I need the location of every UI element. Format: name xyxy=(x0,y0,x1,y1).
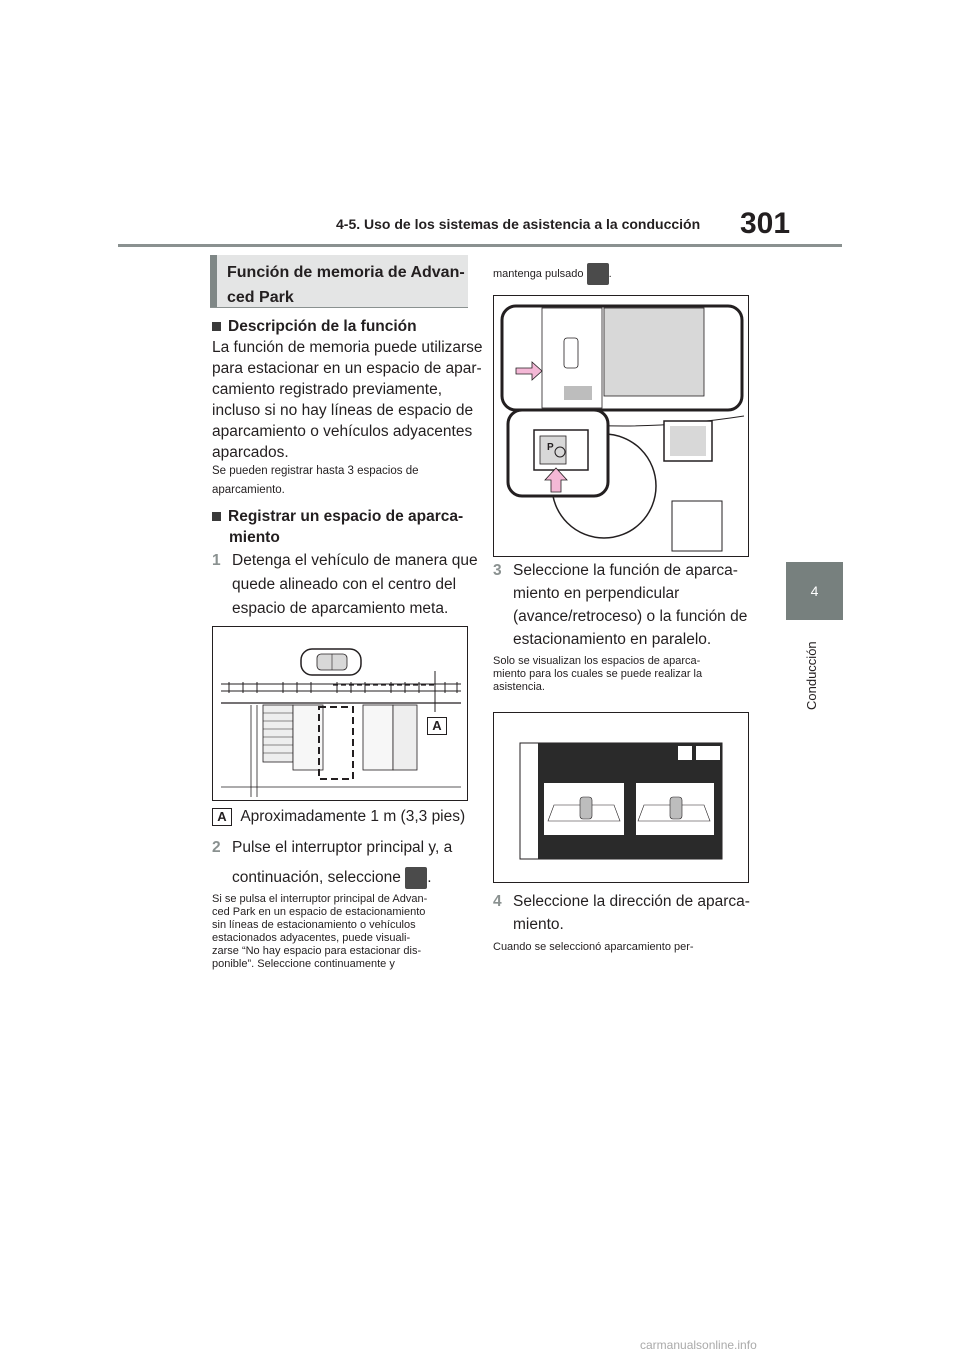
paragraph-1: La función de memoria puede utilizarse para estacionar en un espacio de apar- camiento registrado previamente, incluso si no hay líneas de espacio de aparcamiento o vehículos adyacentes aparcados. xyxy=(212,339,483,461)
chapter-tab: 4 xyxy=(786,562,843,620)
section-title-line2: ced Park xyxy=(227,289,294,306)
parking-alignment-figure xyxy=(212,626,468,801)
step-4: 4 Seleccione la dirección de aparca- miento. xyxy=(493,893,750,933)
chapter-label: Conducción xyxy=(804,641,819,710)
note-4: Cuando se seleccionó aparcamiento per- xyxy=(493,941,694,953)
step-1: 1 Detenga el vehículo de manera que quede alineado con el centro del espacio de aparcamiento meta. xyxy=(212,552,478,617)
screen-selection-figure xyxy=(493,712,749,883)
selection-screen-icon xyxy=(494,713,748,882)
section-title-line1: Función de memoria de Advan- xyxy=(227,264,465,281)
heading-registrar: Registrar un espacio de aparca- miento xyxy=(212,506,463,548)
heading-descripcion: Descripción de la función xyxy=(212,316,417,337)
step-3: 3 Seleccione la función de aparca- miento en perpendicular (avance/retroceso) o la función de estacionamiento en paralelo. xyxy=(493,562,748,648)
step-2: 2 Pulse el interruptor principal y, a continuación, seleccione . xyxy=(212,836,452,890)
advanced-park-button-icon xyxy=(587,263,609,285)
advanced-park-button-icon xyxy=(405,867,427,889)
svg-text:P: P xyxy=(547,442,554,453)
section-title-box xyxy=(210,255,468,307)
note-top: mantenga pulsado . xyxy=(493,263,612,285)
header-rule xyxy=(118,244,842,247)
note-2: Si se pulsa el interruptor principal de Advan- ced Park en un espacio de estacionamiento sin líneas de estacionamiento o vehículos estacionados adyacentes, puede visuali- zarse “No hay espacio para estacionar dis- ponible”. Seleccione continuamente y xyxy=(212,893,428,970)
section-rule xyxy=(210,307,468,308)
car-icon xyxy=(301,649,361,675)
running-header: 4-5. Uso de los sistemas de asistencia a la conducción xyxy=(336,216,701,232)
dashboard-diagram-icon xyxy=(494,296,748,556)
dashboard-switch-figure xyxy=(493,295,749,557)
page-number: 301 xyxy=(740,207,791,240)
bullet-square-icon xyxy=(212,322,221,331)
note-1: Se pueden registrar hasta 3 espacios de aparcamiento. xyxy=(212,465,419,496)
parking-diagram-icon xyxy=(213,627,467,800)
watermark: carmanualsonline.info xyxy=(640,1338,757,1352)
figure-label-a: A xyxy=(427,717,447,735)
note-3: Solo se visualizan los espacios de aparca- miento para los cuales se puede realizar la asistencia. xyxy=(493,655,703,693)
caption-label-a: A xyxy=(212,808,232,826)
bullet-square-icon xyxy=(212,512,221,521)
caption-a: A Aproximadamente 1 m (3,3 pies) xyxy=(212,806,465,827)
